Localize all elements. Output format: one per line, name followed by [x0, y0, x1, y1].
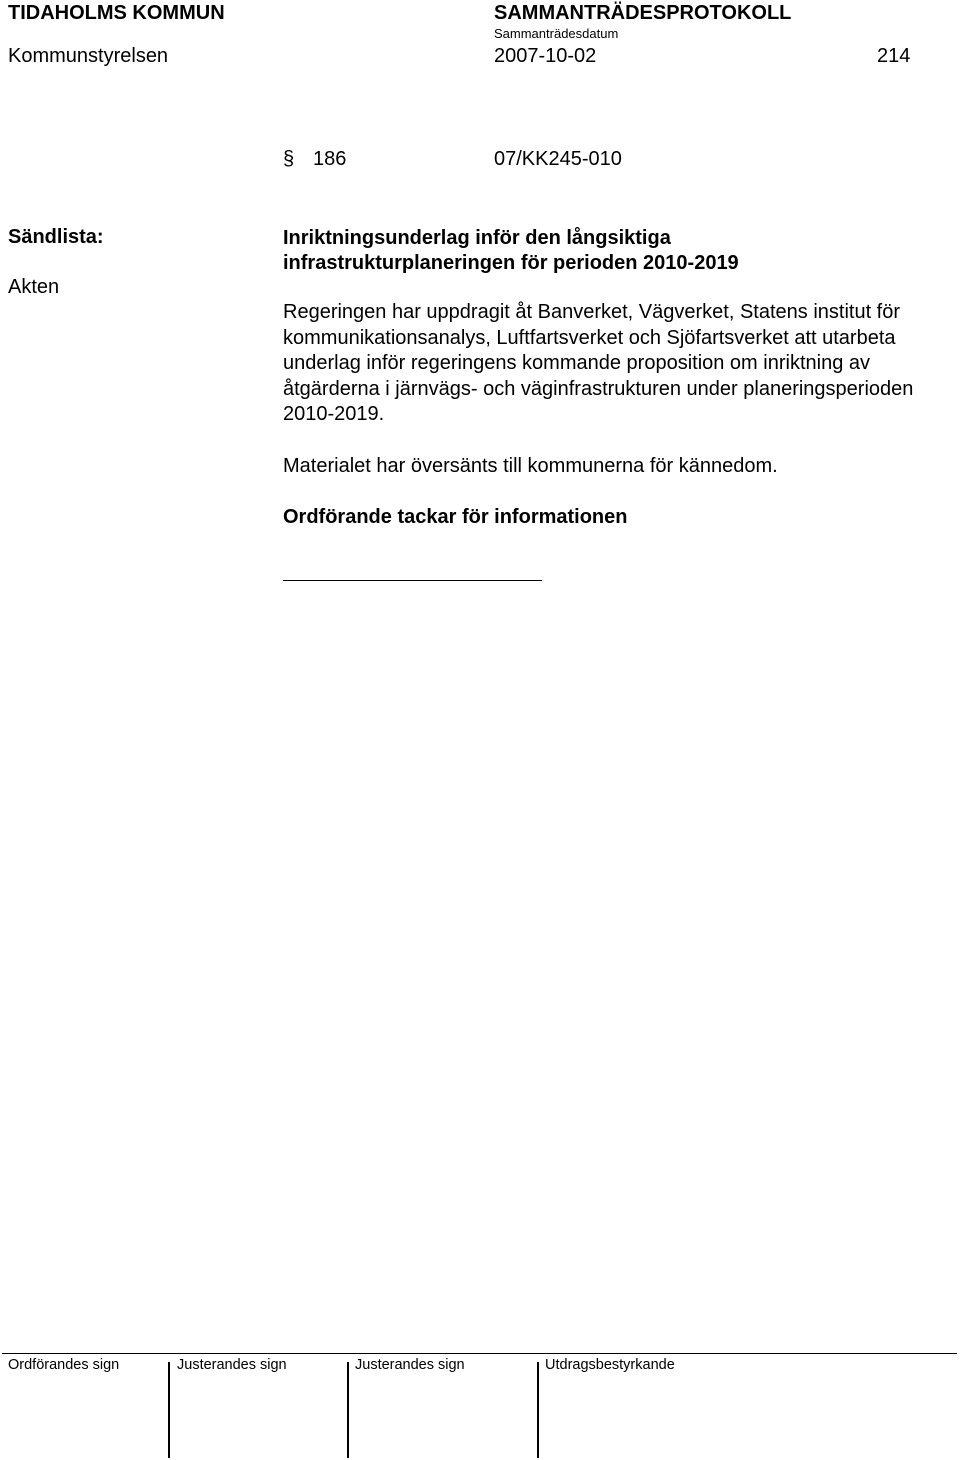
- chair-sign-label: Ordförandes sign: [8, 1357, 120, 1373]
- decision-underline: [283, 580, 542, 581]
- item-title-line: infrastrukturplaneringen för perioden 2010-2019: [283, 252, 739, 274]
- item-title: [283, 226, 739, 276]
- paragraph-number: 186: [313, 148, 347, 170]
- paragraph-reference: [283, 148, 346, 171]
- case-number: 07/KK245-010: [494, 148, 622, 170]
- adjuster-sign-label: Justerandes sign: [177, 1357, 287, 1373]
- decision-text: Ordförande tackar för informationen: [283, 506, 628, 528]
- signature-box-divider: [168, 1362, 170, 1458]
- extract-certification-label: Utdragsbestyrkande: [545, 1357, 675, 1373]
- distribution-label: Sändlista:: [8, 226, 104, 248]
- meeting-date: 2007-10-02: [494, 45, 597, 67]
- document-type: SAMMANTRÄDESPROTOKOLL: [494, 2, 792, 24]
- item-title-line: Inriktningsunderlag inför den långsiktiga: [283, 227, 671, 249]
- footer-rule: [2, 1353, 957, 1354]
- body-paragraph: Materialet har översänts till kommunerna för kännedom.: [283, 455, 778, 477]
- signature-box-divider: [537, 1362, 539, 1458]
- body-paragraph: Regeringen har uppdragit åt Banverket, Vägverket, Statens institut för kommunikationsanalys, Luftfartsverket och Sjöfartsverket att utarbeta underlag inför regeringens kommande proposition om inriktning av åtgärderna i järnvägs- och väginfrastrukturen under planeringsperioden 2010-2019.: [283, 301, 914, 425]
- page-number: 214: [877, 45, 911, 67]
- department-name: Kommunstyrelsen: [8, 45, 169, 67]
- organization-name: TIDAHOLMS KOMMUN: [8, 2, 225, 24]
- adjuster-sign-label: Justerandes sign: [355, 1357, 465, 1373]
- paragraph-symbol: §: [283, 148, 295, 170]
- meeting-date-label: Sammanträdesdatum: [494, 26, 619, 41]
- signature-box-divider: [347, 1362, 349, 1458]
- distribution-recipient: Akten: [8, 276, 60, 298]
